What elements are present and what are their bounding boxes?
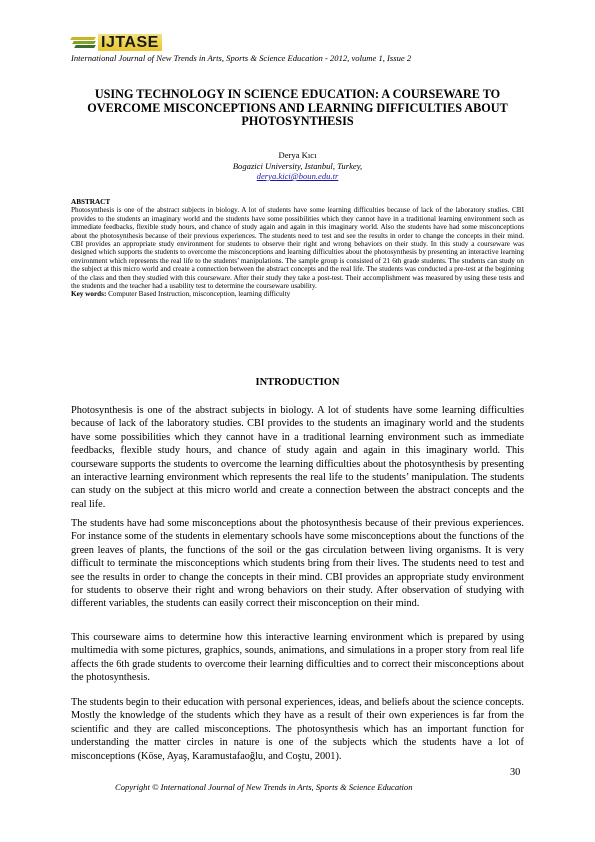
introduction-paragraph-3: This courseware aims to determine how this interactive learning environment which is prepared by using multimedia with some pictures, graphics, sounds, animations, and simulations in a proper story from real life affects the 6th grade students to overcome their learning difficulties and to correct their misconceptions about the photosynthesis. bbox=[71, 632, 524, 684]
abstract-heading: ABSTRACT bbox=[71, 198, 111, 206]
author-affiliation: Bogazici University, Istanbul, Turkey, bbox=[232, 160, 363, 171]
journal-header: International Journal of New Trends in Arts, Sports & Science Education - 2012, volume 1, Issue 2 bbox=[71, 53, 412, 63]
journal-logo bbox=[71, 34, 169, 51]
paper-title: USING TECHNOLOGY IN SCIENCE EDUCATION: A COURSEWARE TO OVERCOME MISCONCEPTIONS AND LEARNING DIFFICULTIES ABOUT PHOTOSYNTHESIS bbox=[87, 87, 508, 128]
page-number: 30 bbox=[510, 767, 521, 778]
author-name: Derya Kıcı bbox=[278, 150, 317, 160]
logo-stripes-icon bbox=[71, 35, 97, 50]
logo-text: IJTASE bbox=[98, 34, 162, 51]
introduction-paragraph-1: Photosynthesis is one of the abstract subjects in biology. A lot of students have some learning difficulties because of lack of the laboratory studies. CBI provides to the students an imaginary world and the students have some possibilities which they cannot have in a traditional learning environment such as immediate feedbacks, flexible study hours, and chance of study again and again in this imaginary world. This courseware supports the students to overcome the learning difficulties about the photosynthesis by presenting an interactive learning environment which represents the real life to the students’ manipulation. The students can study on the subject at this micro world and create a connection between the abstract concepts and the real life. bbox=[71, 405, 524, 510]
keywords-text: Computer Based Instruction, misconception, learning difficulty bbox=[108, 290, 291, 299]
copyright-footer: Copyright © International Journal of New Trends in Arts, Sports & Science Education bbox=[115, 782, 413, 792]
author-block bbox=[71, 150, 524, 182]
introduction-paragraph-2: The students have had some misconceptions about the photosynthesis because of their previous experiences. For instance some of the students in elementary schools have some misconceptions about the functions of the green leaves of plants, the functions of the soil or the gas circulation between living organisms. It is very difficult to terminate the misconceptions which students bring from their lives. The students need to test and see the results in order to change the concepts in their mind. CBI provides an appropriate study environment for students to observe their right and wrong behaviors on their study. After observation of studying with different variables, the students can easily correct their misconception on their mind. bbox=[71, 518, 524, 610]
keywords-line bbox=[71, 290, 524, 298]
introduction-heading: INTRODUCTION bbox=[255, 377, 340, 388]
introduction-paragraph-4: The students begin to their education with personal experiences, ideas, and beliefs about the science concepts. Mostly the knowledge of the students which they have as a result of their own experiences is far from the scientific and they are called misconceptions. The photosynthesis which has an important function for understanding the matter circles in nature is one of the subjects which the students have a lot of misconceptions (Köse, Ayaş, Karamustafaoğlu, and Coştu, 2001). bbox=[71, 697, 524, 762]
abstract-section bbox=[71, 198, 524, 299]
abstract-body: Photosynthesis is one of the abstract subjects in biology. A lot of students have some learning difficulties because of lack of the laboratory studies. CBI provides to the students an imaginary world and the students have some possibilities which they cannot have in a traditional learning environment such as immediate feedbacks, flexible study hours, and chance of study again and again in this imaginary world. Also the students have had some misconceptions about the photosynthesis because of their previous experiences. The students need to test and see the results in order to change the concepts in their mind. CBI provides an appropriate study environment for students to observe their right and wrong behaviors on their study. In this study a courseware was designed which supports the students to overcome the misconceptions and learning difficulties about the photosynthesis by presenting an interactive learning environment which represents the real life to the students’ manipulations. The sample group is consisted of 21 6th grade students. The students can study on the subject at this micro world and create a connection between the abstract concepts and the real life. The students was conducted a pre-test at the beginning of the class and then they studied with this courseware. After their study they take a post-test. Their accomplishment was measured by using these tests and the students and the teacher had a usability test to determine the courseware usability. bbox=[71, 206, 524, 291]
author-email-link[interactable]: derya.kici@boun.edu.tr bbox=[256, 171, 339, 181]
keywords-label: Key words: bbox=[71, 290, 107, 299]
